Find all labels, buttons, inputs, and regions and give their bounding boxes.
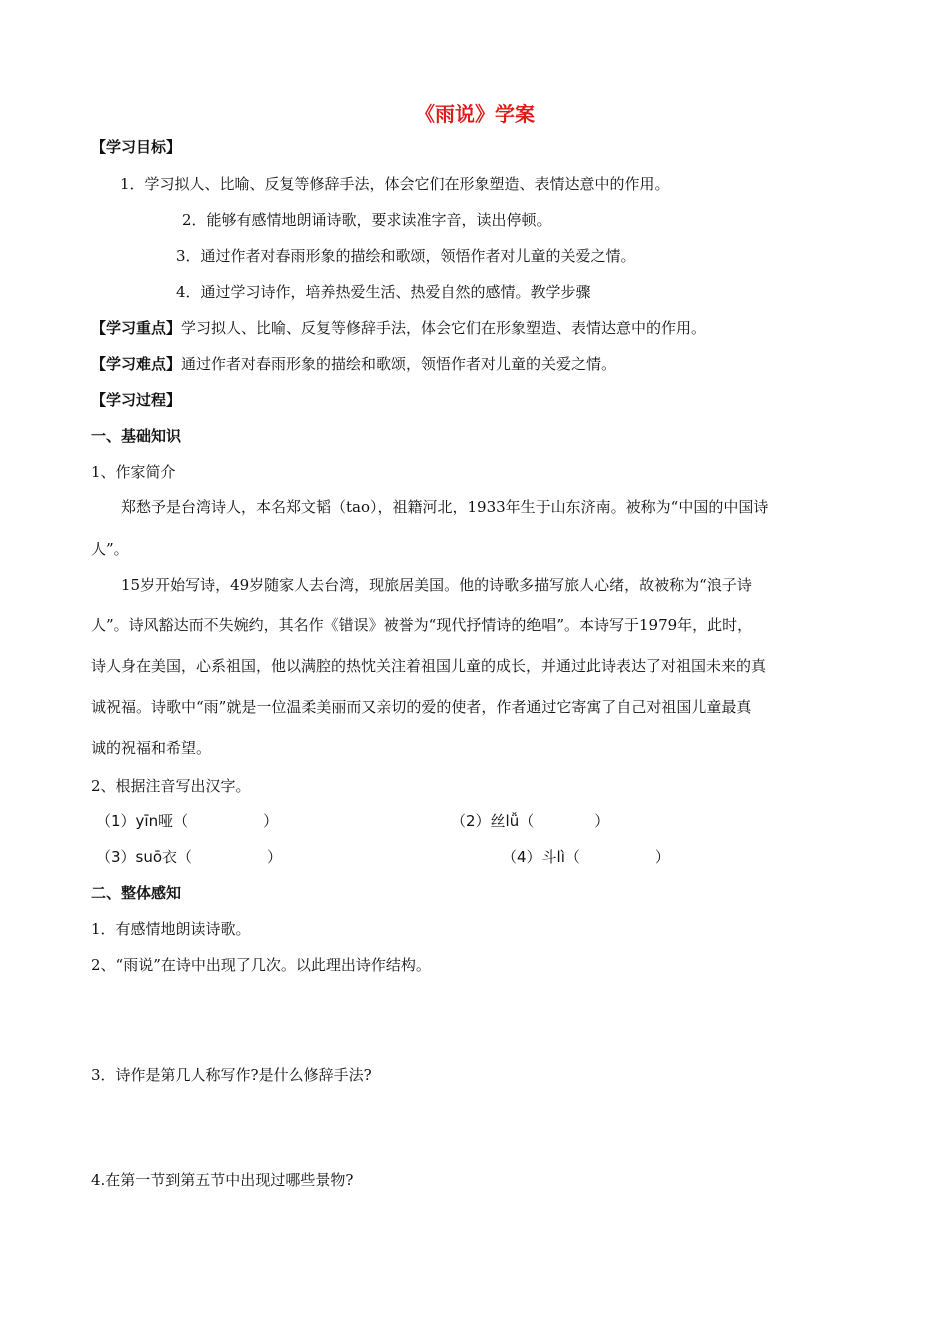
section1-heading: 一、基础知识	[91, 427, 182, 445]
key-point	[91, 318, 706, 338]
key-point-text: 学习拟人、比喻、反复等修辞手法，体会它们在形象塑造、表情达意中的作用。	[181, 319, 707, 337]
process-heading: 【学习过程】	[91, 391, 182, 409]
author-para1-line: 人”。	[91, 540, 129, 558]
author-para1-line: 郑愁予是台湾诗人，本名郑文韬（tao），祖籍河北，1933年生于山东济南。被称为“中国的中国诗	[121, 498, 769, 516]
author-para2-line: 人”。诗风豁达而不失婉约，其名作《错误》被誉为“现代抒情诗的绝唱”。本诗写于1979年，此时，	[91, 616, 753, 634]
question-item: 4.在第一节到第五节中出现过哪些景物?	[91, 1171, 354, 1189]
objective-item: 2．能够有感情地朗诵诗歌，要求读准字音，读出停顿。	[182, 211, 552, 229]
pinyin-item-3: （3）suō衣（ ）	[96, 848, 283, 866]
pinyin-item-2: （2）丝lǚ（ ）	[451, 812, 610, 830]
author-para2-line: 诚祝福。诗歌中“雨”就是一位温柔美丽而又亲切的爱的使者，作者通过它寄寓了自己对祖国儿童最真	[91, 698, 752, 716]
author-para2-line: 15岁开始写诗，49岁随家人去台湾，现旅居美国。他的诗歌多描写旅人心绪，故被称为“浪子诗	[121, 576, 752, 594]
question-item: 3．诗作是第几人称写作?是什么修辞手法?	[91, 1066, 372, 1084]
author-para2-line: 诗人身在美国，心系祖国，他以满腔的热忱关注着祖国儿童的成长，并通过此诗表达了对祖国未来的真	[91, 657, 767, 675]
objective-item: 4．通过学习诗作，培养热爱生活、热爱自然的感情。教学步骤	[176, 283, 591, 301]
objective-item: 3．通过作者对春雨形象的描绘和歌颂，领悟作者对儿童的关爱之情。	[176, 247, 636, 265]
difficulty-text: 通过作者对春雨形象的描绘和歌颂，领悟作者对儿童的关爱之情。	[181, 355, 617, 373]
author-heading: 1、作家简介	[91, 463, 176, 481]
question-item: 1．有感情地朗读诗歌。	[91, 920, 251, 938]
pinyin-item-1: （1）yīn哑（ ）	[96, 812, 279, 830]
objectives-heading: 【学习目标】	[91, 138, 182, 156]
author-para2-line: 诚的祝福和希望。	[91, 739, 212, 757]
difficulty-label: 【学习难点】	[91, 355, 182, 373]
key-point-label: 【学习重点】	[91, 319, 182, 337]
pinyin-heading: 2、根据注音写出汉字。	[91, 777, 251, 795]
pinyin-item-4: （4）斗lì（ ）	[502, 848, 670, 866]
objective-item: 1．学习拟人、比喻、反复等修辞手法，体会它们在形象塑造、表情达意中的作用。	[120, 175, 670, 193]
question-item: 2、“雨说”在诗中出现了几次。以此理出诗作结构。	[91, 956, 431, 974]
section2-heading: 二、整体感知	[91, 884, 182, 902]
document-title: 《雨说》学案	[415, 102, 535, 126]
difficulty	[91, 354, 616, 374]
